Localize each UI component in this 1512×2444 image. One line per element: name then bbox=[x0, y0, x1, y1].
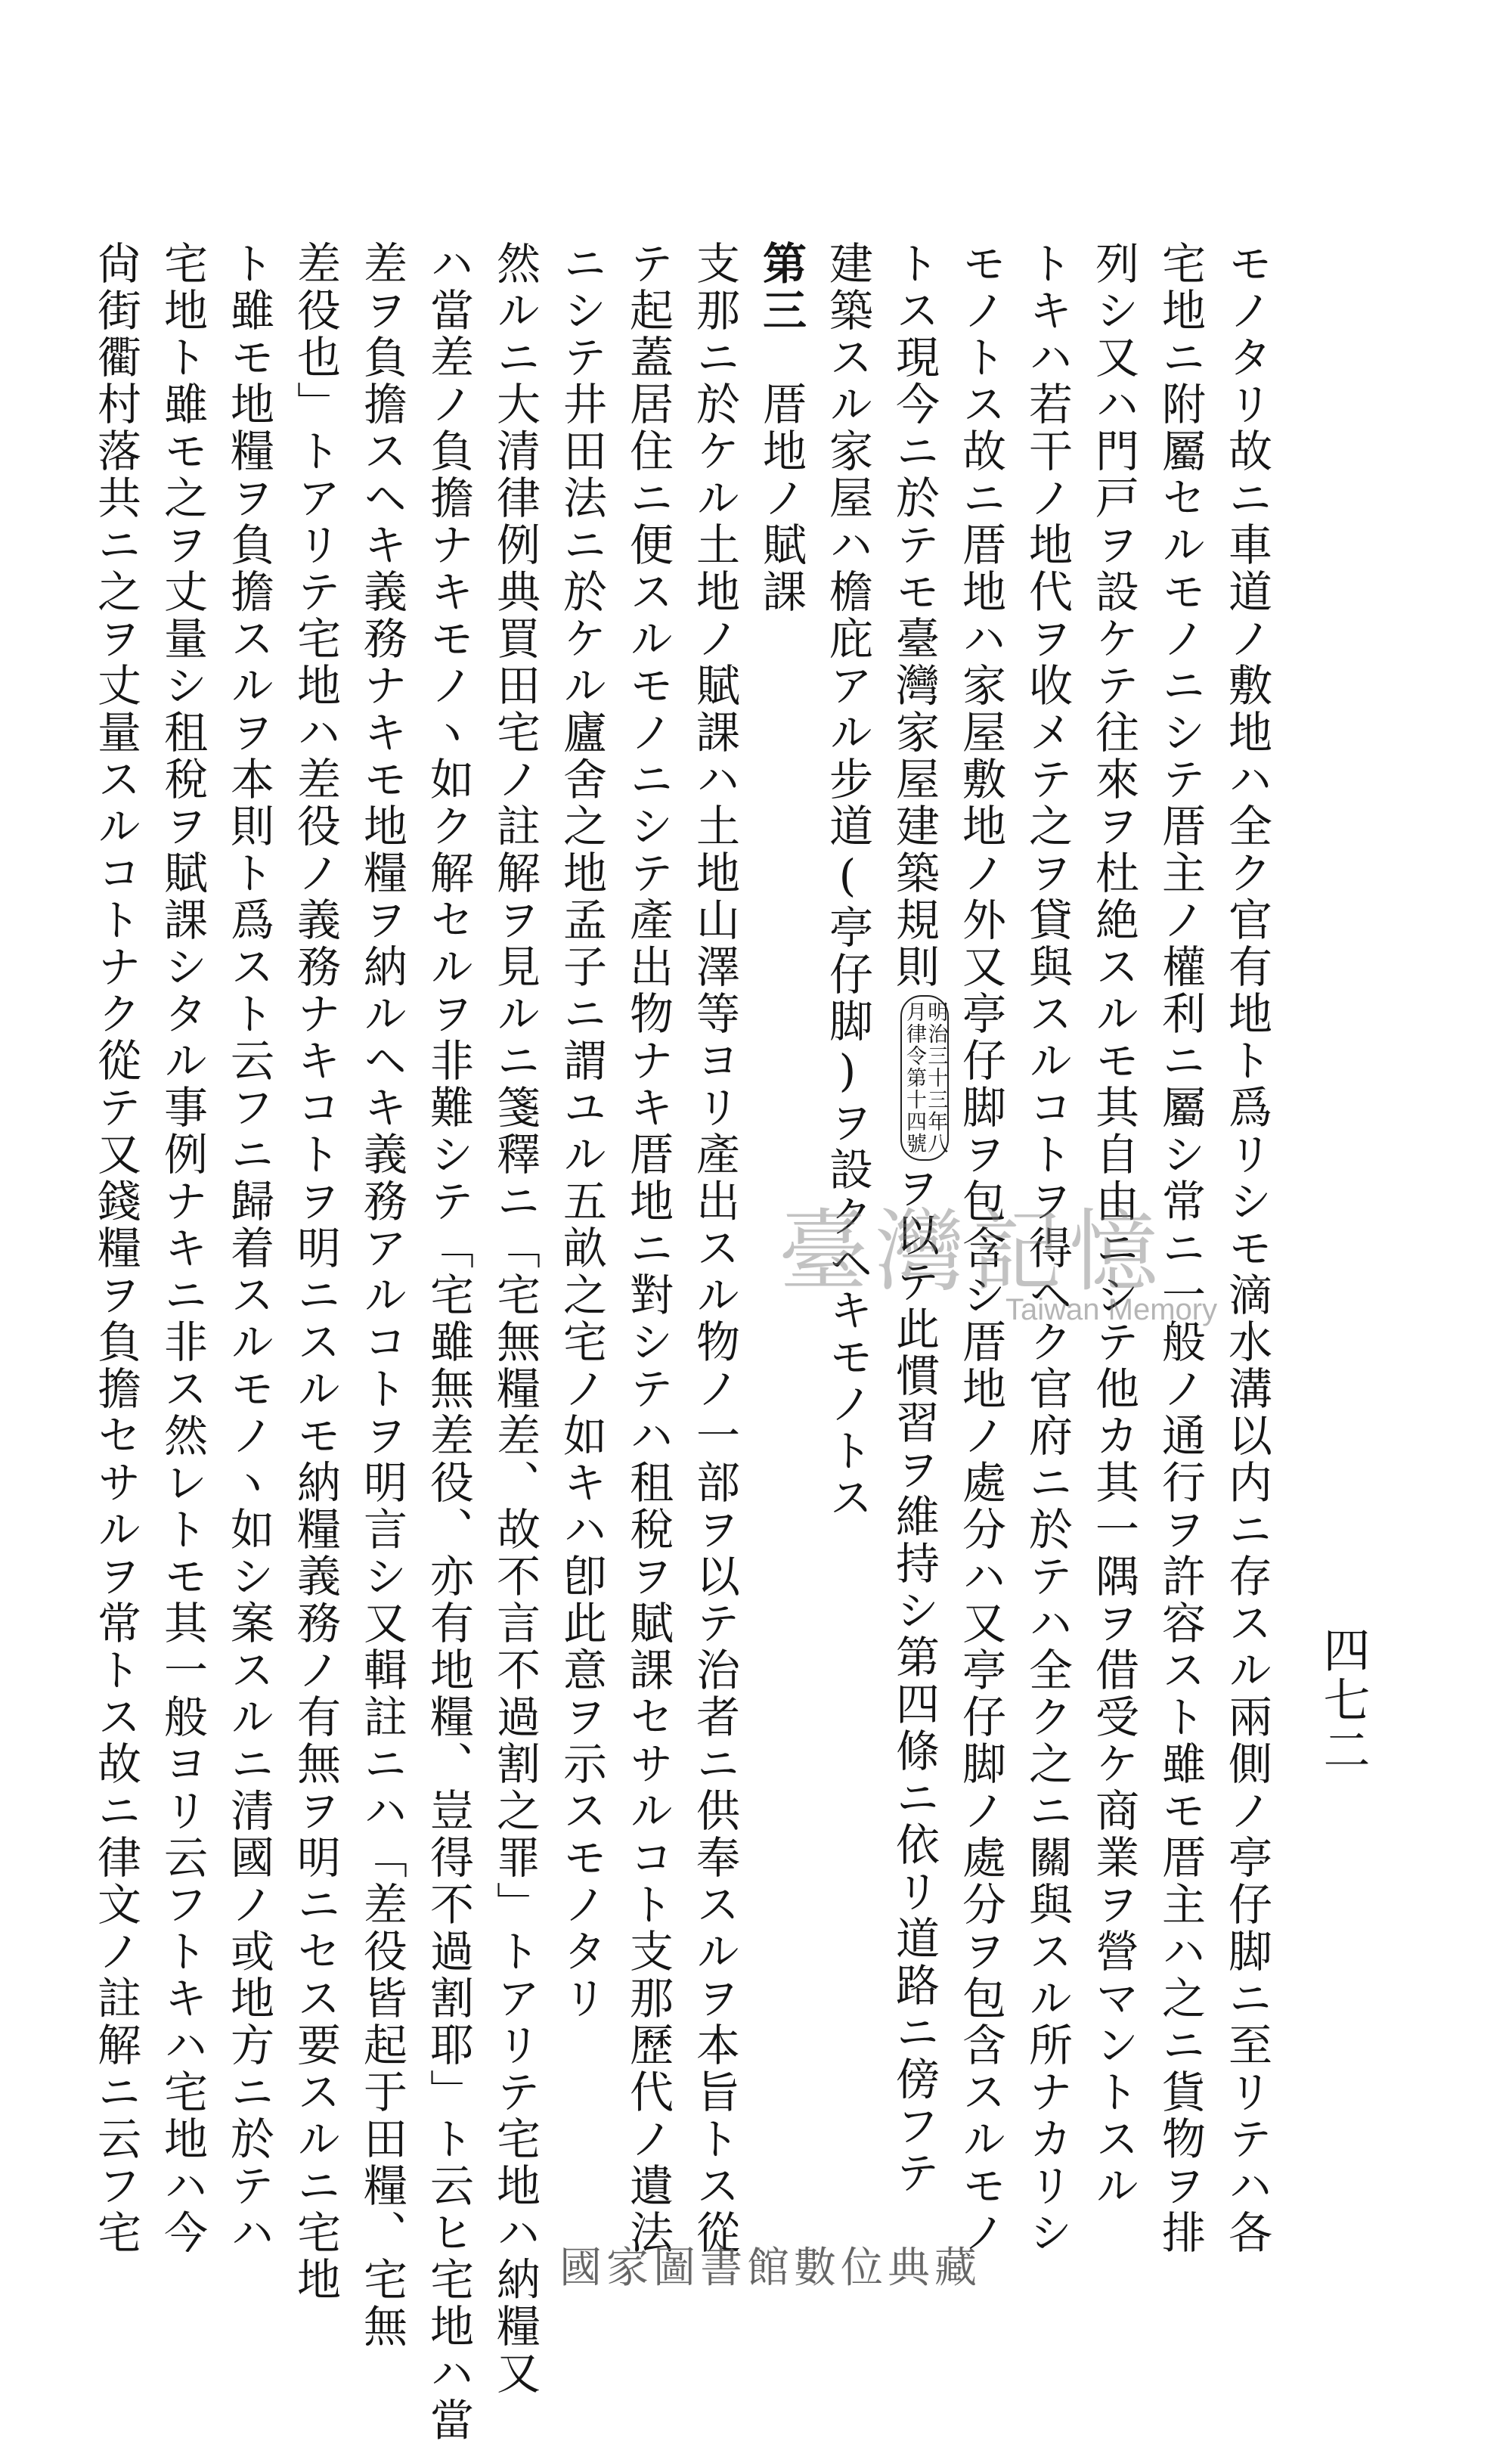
watermark-logo: 臺灣記憶 bbox=[779, 1199, 1167, 1304]
text-column-10: テ起蓋居住ニ便スルモノニシテ產出物ナキ厝地ニ對シテハ租稅ヲ賦課セサルコト支那歷代ノ遺法 bbox=[622, 240, 674, 2256]
watermark-subtitle: Taiwan Memory bbox=[1005, 1293, 1218, 1326]
section-title: 厝地ノ賦課 bbox=[755, 334, 807, 616]
text-column-5: モノトス故ニ厝地ハ家屋敷地ノ外又亭仔脚ヲ包含シ厝地ノ處分ハ又亭仔脚ノ處分ヲ包含スルモノ bbox=[955, 240, 1006, 2256]
text-column-18: 尙街衢村落共ニ之ヲ丈量スルコトナク從テ又錢糧ヲ負擔セサルヲ常トス故ニ律文ノ註解ニ云フ宅 bbox=[90, 240, 141, 2256]
text-column-14: 差ヲ負擔スヘキ義務ナキモ地糧ヲ納ルヘキ義務アルコトヲ明言シ又輯註ニハ「差役皆起于田糧、宅無 bbox=[356, 240, 407, 2350]
section-number: 第三 bbox=[755, 240, 807, 334]
text-column-4: トキハ若干ノ地代ヲ收メテ之ヲ貸與スルコトヲ得ヘク官府ニ於テハ全ク之ニ關與スル所ナカリシ bbox=[1021, 240, 1073, 2256]
inline-annotation: 明治三十三年八 月律令第十四號 bbox=[900, 995, 950, 1161]
text-column-12: 然ルニ大清律例典買田宅ノ註解ヲ見ルニ箋釋ニ「宅無糧差、故不言不過割之罪」トアリテ宅地ハ納糧又 bbox=[489, 240, 541, 2397]
footer-credit: 國家圖書館數位典藏 bbox=[559, 2244, 981, 2293]
text-column-9: 支那ニ於ケル土地ノ賦課ハ土地山澤等ヨリ產出スル物ノ一部ヲ以テ治者ニ供奉スルヲ本旨トス從 bbox=[689, 240, 740, 2256]
text-column-13: ハ當差ノ負擔ナキモノヽ如ク解セルヲ非難シテ「宅雖無差役、亦有地糧、豈得不過割耶」ト云ヒ宅地ハ當 bbox=[423, 240, 474, 2444]
text-column-15: 差役也」トアリテ宅地ハ差役ノ義務ナキコトヲ明ニスルモ納糧義務ノ有無ヲ明ニセス要スルニ宅地 bbox=[290, 240, 341, 2303]
text-column-16: ト雖モ地糧ヲ負擔スルヲ本則ト爲スト云フニ歸着スルモノヽ如シ案スルニ清國ノ或地方ニ於テハ bbox=[223, 240, 274, 2256]
text-column-7: 建築スル家屋ハ檐庇アル步道(亭仔脚)ヲ設クヘキモノトス bbox=[822, 240, 873, 1521]
text-column-1: モノタリ故ニ車道ノ敷地ハ全ク官有地ト爲リシモ滴水溝以内ニ存スル兩側ノ亭仔脚ニ至リテハ各 bbox=[1221, 240, 1272, 2256]
text-column-3: 列シ又ハ門戸ヲ設ケテ往來ヲ杜絶スルモ其自由ニシテ他カ其一隅ヲ借受ケ商業ヲ營マントスル bbox=[1088, 240, 1139, 2210]
section-heading bbox=[755, 240, 807, 616]
text-segment: トス現今ニ於テモ臺灣家屋建築規則 bbox=[888, 240, 940, 991]
text-segment: ヲ以テ此慣習ヲ維持シ第四條ニ依リ道路ニ傍フテ bbox=[888, 1165, 940, 2197]
text-column-17: 宅地ト雖モ之ヲ丈量シ租稅ヲ賦課シタル事例ナキニ非ス然レトモ其一般ヨリ云フトキハ宅地ハ今 bbox=[156, 240, 208, 2256]
text-column-11: ニシテ井田法ニ於ケル廬舍之地孟子ニ謂ユル五畝之宅ノ如キハ卽此意ヲ示スモノタリ bbox=[556, 240, 607, 2022]
text-column-2: 宅地ニ附屬セルモノニシテ厝主ノ權利ニ屬シ常ニ一般ノ通行ヲ許容スト雖モ厝主ハ之ニ貨物ヲ排 bbox=[1154, 240, 1206, 2256]
page-number: 四七二 bbox=[1315, 1626, 1371, 1776]
